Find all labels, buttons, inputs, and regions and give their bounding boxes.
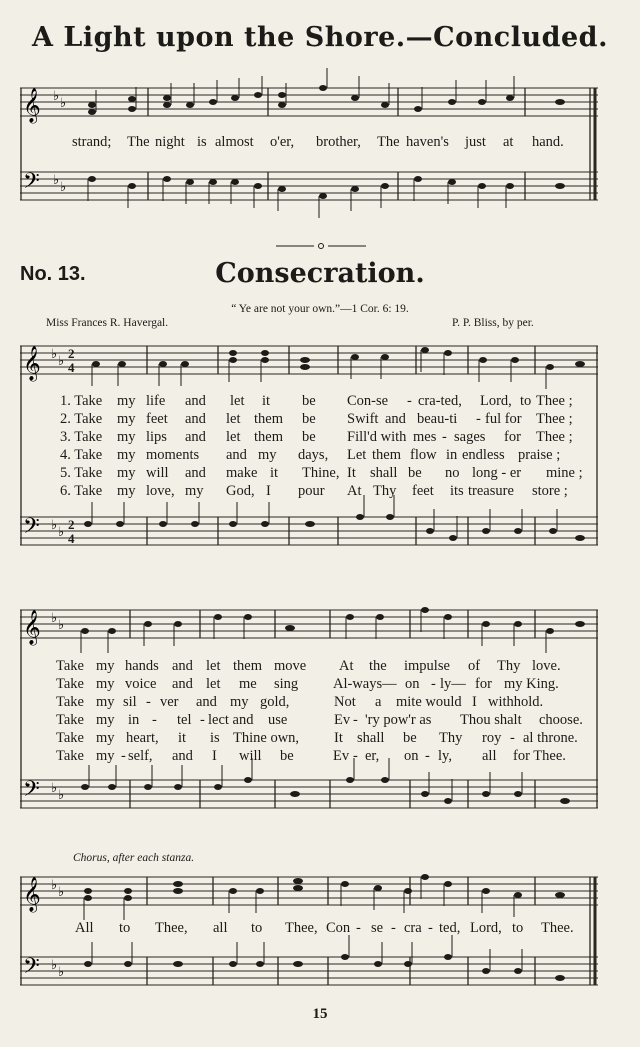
lyric-word: them — [233, 658, 262, 674]
lyric-word: Not — [334, 694, 356, 710]
lyric-word: it — [178, 730, 187, 746]
lyric-word: heart, — [126, 730, 159, 746]
lyric-word: my — [117, 393, 136, 409]
lyric-word: I — [472, 694, 477, 710]
lyric-word: endless — [462, 447, 505, 463]
svg-text:♭: ♭ — [58, 965, 65, 980]
lyric-word: treasure — [468, 483, 514, 499]
lyric-word: mine ; — [546, 465, 583, 481]
lyric-word: my — [117, 447, 136, 463]
lyric-word: almost — [215, 134, 254, 150]
svg-text:♭: ♭ — [53, 89, 60, 104]
lyric-word: At — [347, 483, 362, 499]
svg-text:♭: ♭ — [51, 958, 58, 973]
lyric-word: Lord, — [480, 393, 512, 409]
lyric-word: for — [475, 676, 492, 692]
time-sig-top: 2 — [68, 346, 75, 361]
lyric-word: - — [200, 712, 205, 728]
svg-text:♭: ♭ — [51, 878, 58, 893]
lyric-word: and — [385, 411, 406, 427]
lyric-word: ly— — [440, 676, 466, 692]
lyric-word: will — [239, 748, 262, 764]
lyric-word: at — [503, 134, 514, 150]
lyric-word: Thy — [373, 483, 397, 499]
lyric-word: Fill'd with — [347, 429, 407, 445]
scripture-reference: “ Ye are not your own.”—1 Cor. 6: 19. — [231, 303, 409, 315]
svg-text:𝄞: 𝄞 — [23, 88, 41, 123]
lyric-word: impulse — [404, 658, 450, 674]
lyric-word: Let — [347, 447, 367, 463]
lyric-word: and — [172, 676, 193, 692]
svg-text:𝄞: 𝄞 — [23, 610, 41, 645]
lyric-word: al throne. — [523, 730, 578, 746]
lyric-word: my — [117, 411, 136, 427]
lyric-word: beau-ti — [417, 411, 458, 427]
svg-text:𝄢: 𝄢 — [23, 777, 40, 807]
lyric-word: er, — [365, 748, 380, 764]
lyric-word: sing — [274, 676, 299, 692]
lyric-word: pour — [298, 483, 325, 499]
time-sig-top-bass: 2 — [68, 517, 75, 532]
lyric-word: God, — [226, 483, 255, 499]
lyric-word: choose. — [539, 712, 583, 728]
lyric-word: roy — [482, 730, 502, 746]
lyric-word: it — [270, 465, 279, 481]
lyric-word: Al-ways— — [333, 676, 397, 692]
lyric-word: a — [375, 694, 382, 710]
lyric-word: them — [254, 411, 283, 427]
lyric-word: 1. Take — [60, 393, 103, 409]
lyric-word: and — [172, 658, 193, 674]
lyric-word: All — [75, 920, 94, 936]
lyric-word: - — [121, 748, 126, 764]
top-music-system — [20, 74, 598, 214]
hymn-composer: P. P. Bliss, by per. — [452, 317, 534, 329]
lyric-word: ted, — [439, 920, 461, 936]
lyric-word: self, — [128, 748, 153, 764]
lyric-word: Take — [56, 694, 84, 710]
lyric-word: Ev — [333, 748, 350, 764]
lyric-word: Swift — [347, 411, 379, 427]
svg-text:♭: ♭ — [51, 518, 58, 533]
lyric-word: feet — [146, 411, 168, 427]
hymn-title: Consecration. — [215, 258, 425, 289]
lyric-word: - — [442, 429, 447, 445]
lyric-word: be — [302, 429, 316, 445]
lyric-word: I — [212, 748, 217, 764]
lyric-word: gold, — [260, 694, 290, 710]
time-sig-bottom-bass: 4 — [68, 531, 75, 546]
lyric-word: Thee ; — [536, 411, 573, 427]
svg-text:♭: ♭ — [58, 885, 65, 900]
lyric-word: is — [210, 730, 220, 746]
lyric-word: move — [274, 658, 307, 674]
lyric-word: its — [450, 483, 464, 499]
svg-text:♭: ♭ — [58, 788, 65, 803]
lyric-word: on — [405, 676, 420, 692]
lyric-word: hand. — [532, 134, 564, 150]
time-sig-bottom: 4 — [68, 360, 75, 375]
lyric-word: for — [504, 429, 521, 445]
lyric-word: all — [482, 748, 497, 764]
lyric-word: and — [185, 411, 206, 427]
lyric-word: my — [258, 447, 277, 463]
hymn-author: Miss Frances R. Havergal. — [46, 317, 169, 329]
lyric-word: Take — [56, 712, 84, 728]
lyric-word: Lord, — [470, 920, 502, 936]
lyric-word: Thine own, — [233, 730, 300, 746]
lyric-word: the — [369, 658, 387, 674]
svg-text:𝄢: 𝄢 — [23, 514, 40, 544]
lyric-word: store ; — [532, 483, 568, 499]
lyric-word: in — [446, 447, 458, 463]
lyric-word: ly, — [438, 748, 452, 764]
lyric-word: let — [226, 411, 241, 427]
lyric-word: - — [152, 712, 157, 728]
lyric-word: mes — [413, 429, 437, 445]
lyric-word: mite would — [396, 694, 462, 710]
lyric-word: Ev — [334, 712, 351, 728]
lyric-word: no — [445, 465, 460, 481]
lyric-word: lips — [146, 429, 167, 445]
section-divider — [276, 242, 366, 250]
lyric-word: tel — [177, 712, 192, 728]
stanzas-part-1 — [20, 393, 598, 508]
lyric-word: Thy — [439, 730, 463, 746]
lyric-word: my — [96, 676, 115, 692]
lyric-word: sages — [454, 429, 486, 445]
svg-text:♭: ♭ — [51, 611, 58, 626]
lyric-word: - — [428, 920, 433, 936]
lyric-word: is — [197, 134, 207, 150]
lyric-word: - — [476, 411, 481, 427]
lyric-word: be — [302, 393, 316, 409]
lyric-word: in — [128, 712, 140, 728]
lyric-word: ful for — [485, 411, 522, 427]
lyric-word: let — [206, 658, 221, 674]
lyric-word: days, — [298, 447, 329, 463]
svg-text:♭: ♭ — [58, 354, 65, 369]
lyric-word: - — [353, 712, 358, 728]
lyric-word: love. — [532, 658, 561, 674]
lyric-word: strand; — [72, 134, 112, 150]
page-number: 15 — [312, 1006, 328, 1022]
lyric-word: be — [408, 465, 422, 481]
lyric-word: and — [196, 694, 217, 710]
lyric-word: Con — [326, 920, 351, 936]
lyric-word: my — [230, 694, 249, 710]
lyric-word: shall — [357, 730, 385, 746]
lyric-word: be — [280, 748, 294, 764]
lyric-word: hands — [125, 658, 159, 674]
lyric-word: ver — [160, 694, 179, 710]
lyric-word: let — [226, 429, 241, 445]
lyric-word: my — [96, 658, 115, 674]
chorus-note: Chorus, after each stanza. — [73, 852, 195, 864]
svg-text:𝄢: 𝄢 — [23, 169, 40, 199]
lyric-word: o'er, — [270, 134, 295, 150]
lyric-word: my — [117, 429, 136, 445]
svg-text:♭: ♭ — [60, 180, 67, 195]
lyric-word: cra — [404, 920, 422, 936]
lyric-word: sil — [123, 694, 137, 710]
header-suffix: —Concluded. — [405, 22, 608, 53]
lyric-word: my — [185, 483, 204, 499]
lyric-word: love, — [146, 483, 175, 499]
lyric-word: Thee ; — [536, 429, 573, 445]
lyric-word: Take — [56, 748, 84, 764]
lyric-word: - — [510, 730, 515, 746]
lyric-word: 5. Take — [60, 465, 103, 481]
lyric-word: Thee. — [541, 920, 574, 936]
lyric-word: make — [226, 465, 258, 481]
svg-text:𝄞: 𝄞 — [23, 346, 41, 381]
lyric-word: night — [155, 134, 185, 150]
lyric-word: me — [239, 676, 257, 692]
lyric-word: feet — [412, 483, 434, 499]
lyric-word: The — [127, 134, 150, 150]
lyric-word: shall — [370, 465, 398, 481]
lyric-word: 4. Take — [60, 447, 103, 463]
lyric-word: cra-ted, — [418, 393, 462, 409]
svg-text:♭: ♭ — [58, 618, 65, 633]
lyric-word: to — [119, 920, 131, 936]
lyric-word: of — [468, 658, 481, 674]
lyric-word: long - er — [472, 465, 522, 481]
lyric-word: At — [339, 658, 354, 674]
lyric-word: to — [512, 920, 524, 936]
lyric-word: to — [520, 393, 532, 409]
lyric-word: all — [213, 920, 228, 936]
lyric-word: my — [96, 730, 115, 746]
lyric-word: and — [172, 748, 193, 764]
lyric-word: Take — [56, 658, 84, 674]
lyric-word: Thee, — [285, 920, 318, 936]
lyric-word: withhold. — [488, 694, 544, 710]
chorus-system — [20, 867, 598, 1002]
lyric-word: Thee, — [155, 920, 188, 936]
lyric-word: lect and — [208, 712, 254, 728]
lyric-word: 3. Take — [60, 429, 103, 445]
lyric-word: my King. — [504, 676, 559, 692]
lyric-word: be — [302, 411, 316, 427]
lyric-word: my — [96, 748, 115, 764]
lyric-word: Thine, — [302, 465, 340, 481]
lyric-word: Thee ; — [536, 393, 573, 409]
lyric-word: Thy — [497, 658, 521, 674]
lyric-word: will — [146, 465, 169, 481]
lyric-word: 2. Take — [60, 411, 103, 427]
lyric-word: It — [347, 465, 356, 481]
lyric-word: my — [96, 694, 115, 710]
svg-text:♭: ♭ — [51, 347, 58, 362]
hymn-number: No. 13. — [20, 263, 86, 285]
lyric-word: 6. Take — [60, 483, 103, 499]
header-title: A Light upon the Shore. — [32, 22, 406, 53]
lyric-word: - — [353, 748, 358, 764]
lyric-word: - — [425, 748, 430, 764]
lyric-word: for Thee. — [513, 748, 566, 764]
lyric-word: flow — [410, 447, 437, 463]
lyric-word: Con-se — [347, 393, 389, 409]
lyric-word: and — [185, 429, 206, 445]
lyric-word: - — [431, 676, 436, 692]
lyric-word: 'ry pow'r as — [365, 712, 432, 728]
lyric-word: Take — [56, 730, 84, 746]
lyric-word: to — [251, 920, 263, 936]
lyric-word: se — [371, 920, 384, 936]
lyric-word: use — [268, 712, 288, 728]
lyric-word: let — [206, 676, 221, 692]
lyric-word: life — [146, 393, 166, 409]
lyric-word: and — [185, 465, 206, 481]
svg-text:♭: ♭ — [51, 781, 58, 796]
svg-text:♭: ♭ — [60, 96, 67, 111]
lyric-word: brother, — [316, 134, 361, 150]
lyric-word: let — [230, 393, 245, 409]
lyric-word: and — [185, 393, 206, 409]
stanzas-part-2 — [20, 658, 598, 773]
lyric-word: on — [404, 748, 419, 764]
lyric-word: The — [377, 134, 400, 150]
svg-text:𝄢: 𝄢 — [23, 954, 40, 984]
lyric-word: - — [146, 694, 151, 710]
lyric-word: Take — [56, 676, 84, 692]
lyric-word: my — [117, 483, 136, 499]
lyric-word: haven's — [406, 134, 449, 150]
lyric-word: I — [266, 483, 271, 499]
lyric-word: - — [407, 393, 412, 409]
lyric-word: just — [465, 134, 486, 150]
lyric-word: and — [226, 447, 247, 463]
lyric-word: them — [254, 429, 283, 445]
lyric-word: - — [356, 920, 361, 936]
lyric-word: - — [391, 920, 396, 936]
lyric-word: voice — [125, 676, 157, 692]
lyric-word: my — [117, 465, 136, 481]
lyric-word: praise ; — [518, 447, 561, 463]
lyric-word: them — [372, 447, 401, 463]
page-header-title — [0, 22, 640, 53]
lyric-word: moments — [146, 447, 200, 463]
lyric-word: my — [96, 712, 115, 728]
svg-text:𝄞: 𝄞 — [23, 877, 41, 912]
lyric-word: it — [262, 393, 271, 409]
lyric-word: be — [403, 730, 417, 746]
lyric-word: Thou shalt — [460, 712, 522, 728]
svg-text:♭: ♭ — [53, 173, 60, 188]
svg-text:♭: ♭ — [58, 525, 65, 540]
lyric-word: It — [334, 730, 343, 746]
